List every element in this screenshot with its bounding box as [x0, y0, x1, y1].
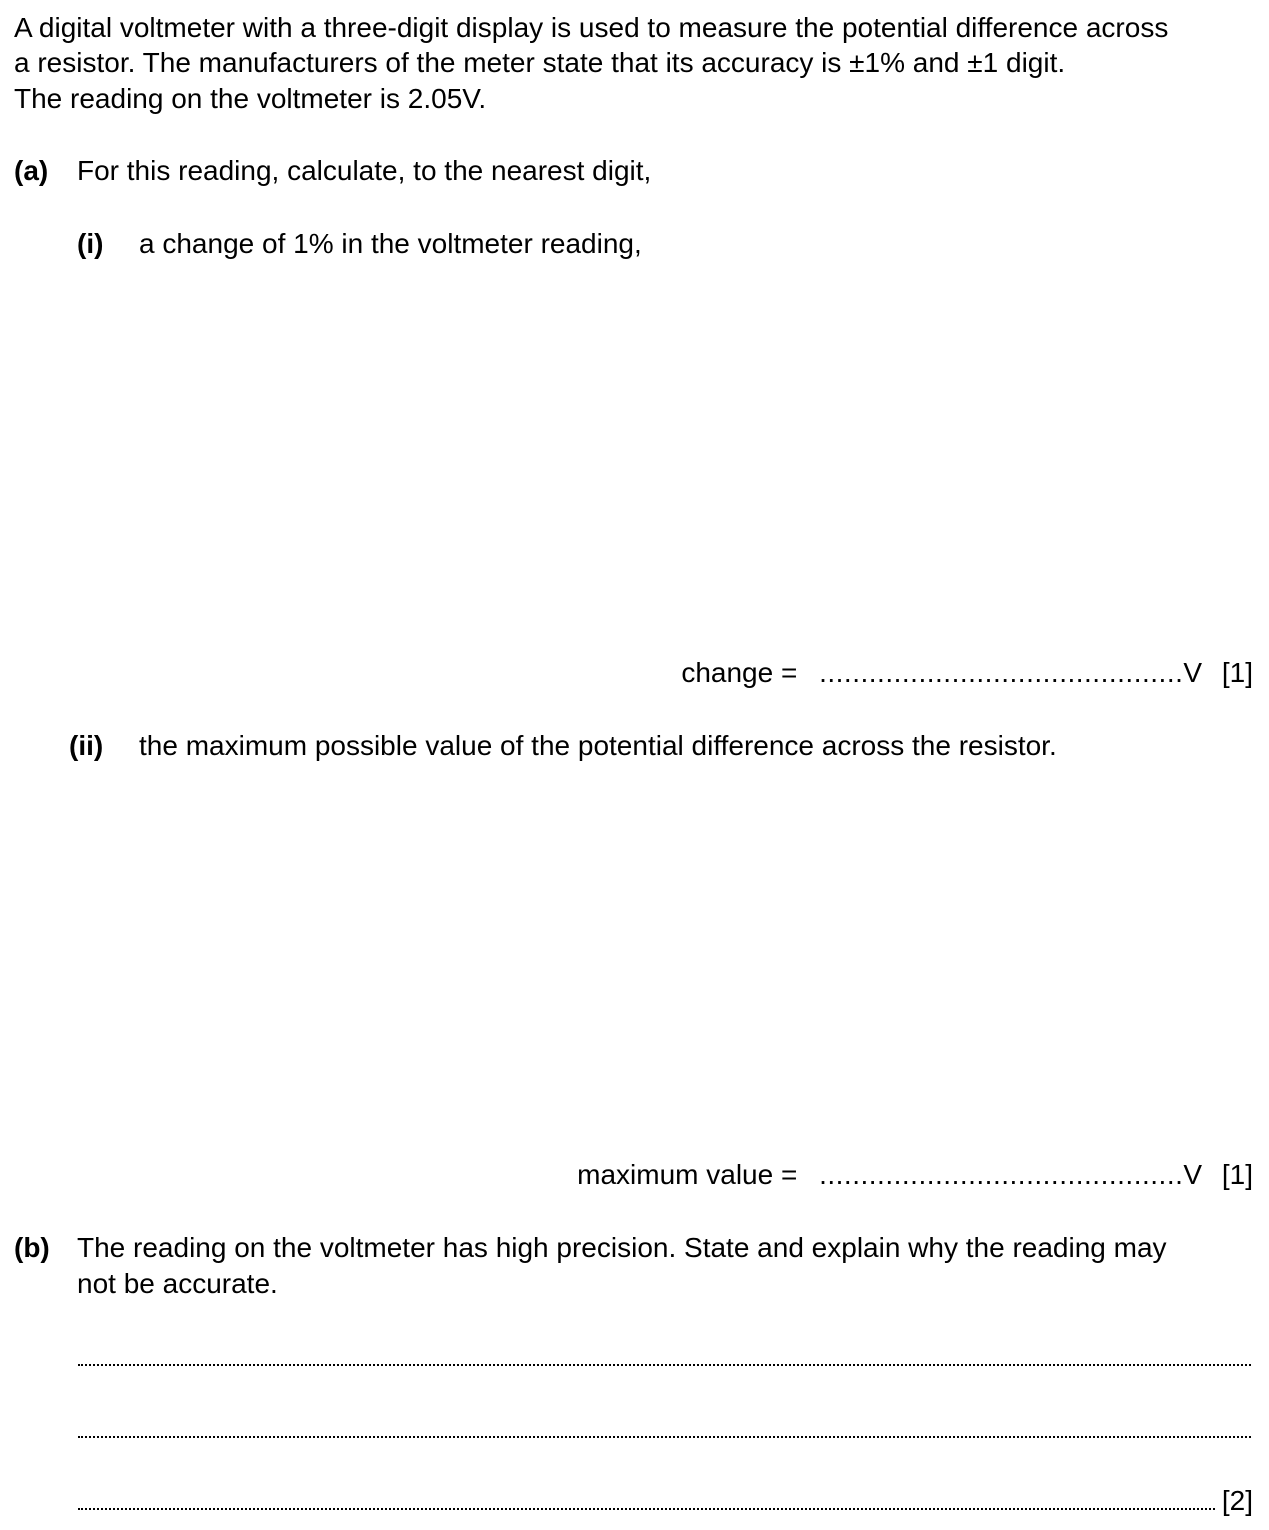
maximum-unit: V: [1183, 1159, 1203, 1190]
maximum-marks: [1]: [1221, 1159, 1253, 1190]
change-unit: V: [1183, 657, 1203, 688]
intro-line-1: A digital voltmeter with a three-digit display is used to measure the potential difference across: [14, 12, 1169, 43]
answer-row-change: [681, 655, 1253, 691]
part-b-line-1: The reading on the voltmeter has high precision. State and explain why the reading may: [77, 1232, 1167, 1263]
answer-line-2[interactable]: [78, 1434, 1251, 1438]
change-answer-field[interactable]: ............................................: [819, 657, 1184, 688]
maximum-answer-field[interactable]: ............................................: [819, 1159, 1184, 1190]
part-a-label: (a): [14, 155, 49, 186]
intro-line-3: The reading on the voltmeter is 2.05V.: [14, 83, 487, 114]
part-a-ii-text: the maximum possible value of the potential difference across the resistor.: [139, 730, 1057, 761]
part-a-ii-label: (ii): [69, 730, 104, 761]
intro-line-2: a resistor. The manufacturers of the meter state that its accuracy is ±1% and ±1 digit.: [14, 47, 1066, 78]
part-a-i-text: a change of 1% in the voltmeter reading,: [139, 228, 642, 259]
answer-line-3[interactable]: [78, 1506, 1215, 1510]
answer-row-maximum: [577, 1157, 1253, 1193]
maximum-label: maximum value =: [577, 1159, 798, 1190]
change-label: change =: [681, 657, 798, 688]
part-a-i-label: (i): [77, 228, 104, 259]
part-b-marks: [2]: [1221, 1485, 1253, 1516]
part-b-line-2: not be accurate.: [77, 1268, 278, 1299]
part-a-prompt: For this reading, calculate, to the nearest digit,: [77, 155, 652, 186]
change-marks: [1]: [1221, 657, 1253, 688]
answer-line-1[interactable]: [78, 1362, 1251, 1366]
part-b-label: (b): [14, 1232, 50, 1263]
